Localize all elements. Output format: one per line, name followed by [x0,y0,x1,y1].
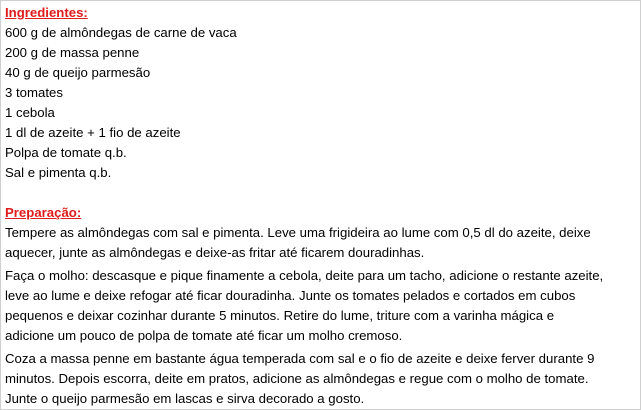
preparation-heading: Preparação: [5,205,82,220]
ingredient-item: Sal e pimenta q.b. [5,165,112,180]
ingredients-list [5,23,636,183]
recipe-content [5,3,636,409]
ingredient-item: 600 g de almôndegas de carne de vaca [5,25,237,40]
paragraph-line: Faça o molho: descasque e pique finamente a cebola, deite para um tacho, adicione o restante azeite, [5,268,604,283]
section-spacer [5,183,636,203]
ingredient-item: Polpa de tomate q.b. [5,145,127,160]
ingredient-item: 40 g de queijo parmesão [5,65,151,80]
preparation-paragraph [5,266,636,346]
paragraph-line: adicione um pouco de polpa de tomate até ficar um molho cremoso. [5,328,403,343]
paragraph-line: minutos. Depois escorra, deite em pratos, adicione as almôndegas e regue com o molho de tomate. [5,371,589,386]
paragraph-line: Tempere as almôndegas com sal e pimenta. Leve uma frigideira ao lume com 0,5 dl do azeite, deixe [5,225,591,240]
paragraph-line: pequenos e deixar cozinhar durante 5 minutos. Retire do lume, triture com a varinha mágica e [5,308,555,323]
paragraph-line: Junte o queijo parmesão em lascas e sirva decorado a gosto. [5,391,365,406]
ingredient-item: 1 dl de azeite + 1 fio de azeite [5,125,181,140]
preparation-paragraph [5,349,636,409]
paragraph-line: Coza a massa penne em bastante água temperada com sal e o fio de azeite e deixe ferver durante 9 [5,351,595,366]
paragraph-line: leve ao lume e deixe refogar até ficar douradinha. Junte os tomates pelados e cortados em cubos [5,288,576,303]
paragraph-line: aquecer, junte as almôndegas e deixe-as fritar até ficarem douradinhas. [5,245,425,260]
ingredient-item: 200 g de massa penne [5,45,140,60]
preparation-paragraph [5,223,636,263]
ingredients-heading: Ingredientes: [5,5,88,20]
ingredient-item: 1 cebola [5,105,55,120]
ingredient-item: 3 tomates [5,85,63,100]
